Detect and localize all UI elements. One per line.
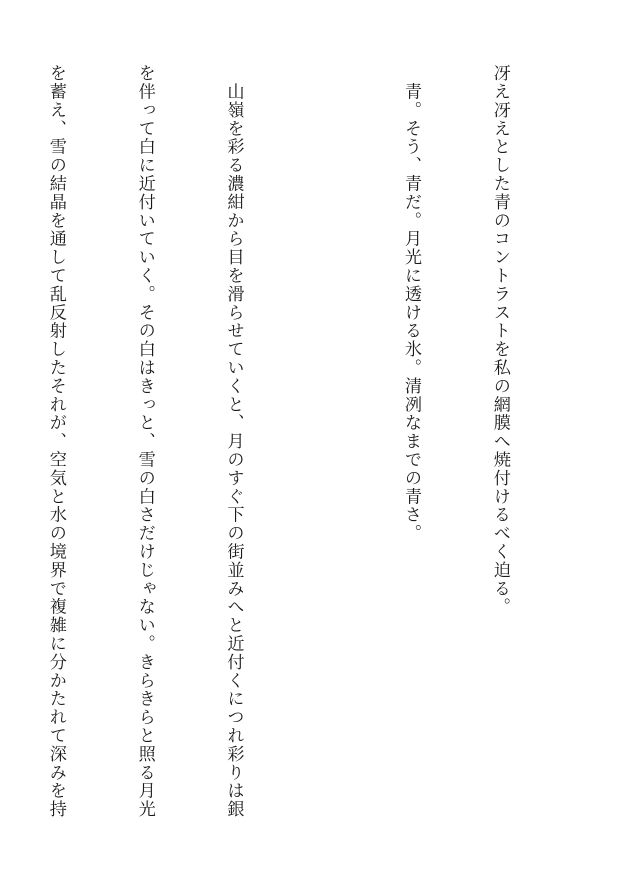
text-line: を伴って白に近付いていく。その白はきっと、雪の白さだけじゃない。きらきらと照る月光 bbox=[134, 64, 155, 819]
text-line: 青。そう、青だ。月光に透ける氷。清冽なまでの青さ。 bbox=[401, 64, 422, 543]
blank-line bbox=[307, 64, 337, 784]
text-line: 山嶺を彩る濃紺から目を滑らせていくと、月のすぐ下の街並みへと近付くにつれ彩りは銀 bbox=[223, 64, 244, 819]
text-line: を蓄え、雪の結晶を通して乱反射したそれが、空気と水の境界で複雑に分かたれて深みを持 bbox=[45, 64, 66, 819]
vertical-text-body bbox=[0, 64, 573, 819]
text-line: 冴え冴えとした青のコントラストを私の網膜へ焼付けるべく迫る。 bbox=[489, 64, 510, 616]
